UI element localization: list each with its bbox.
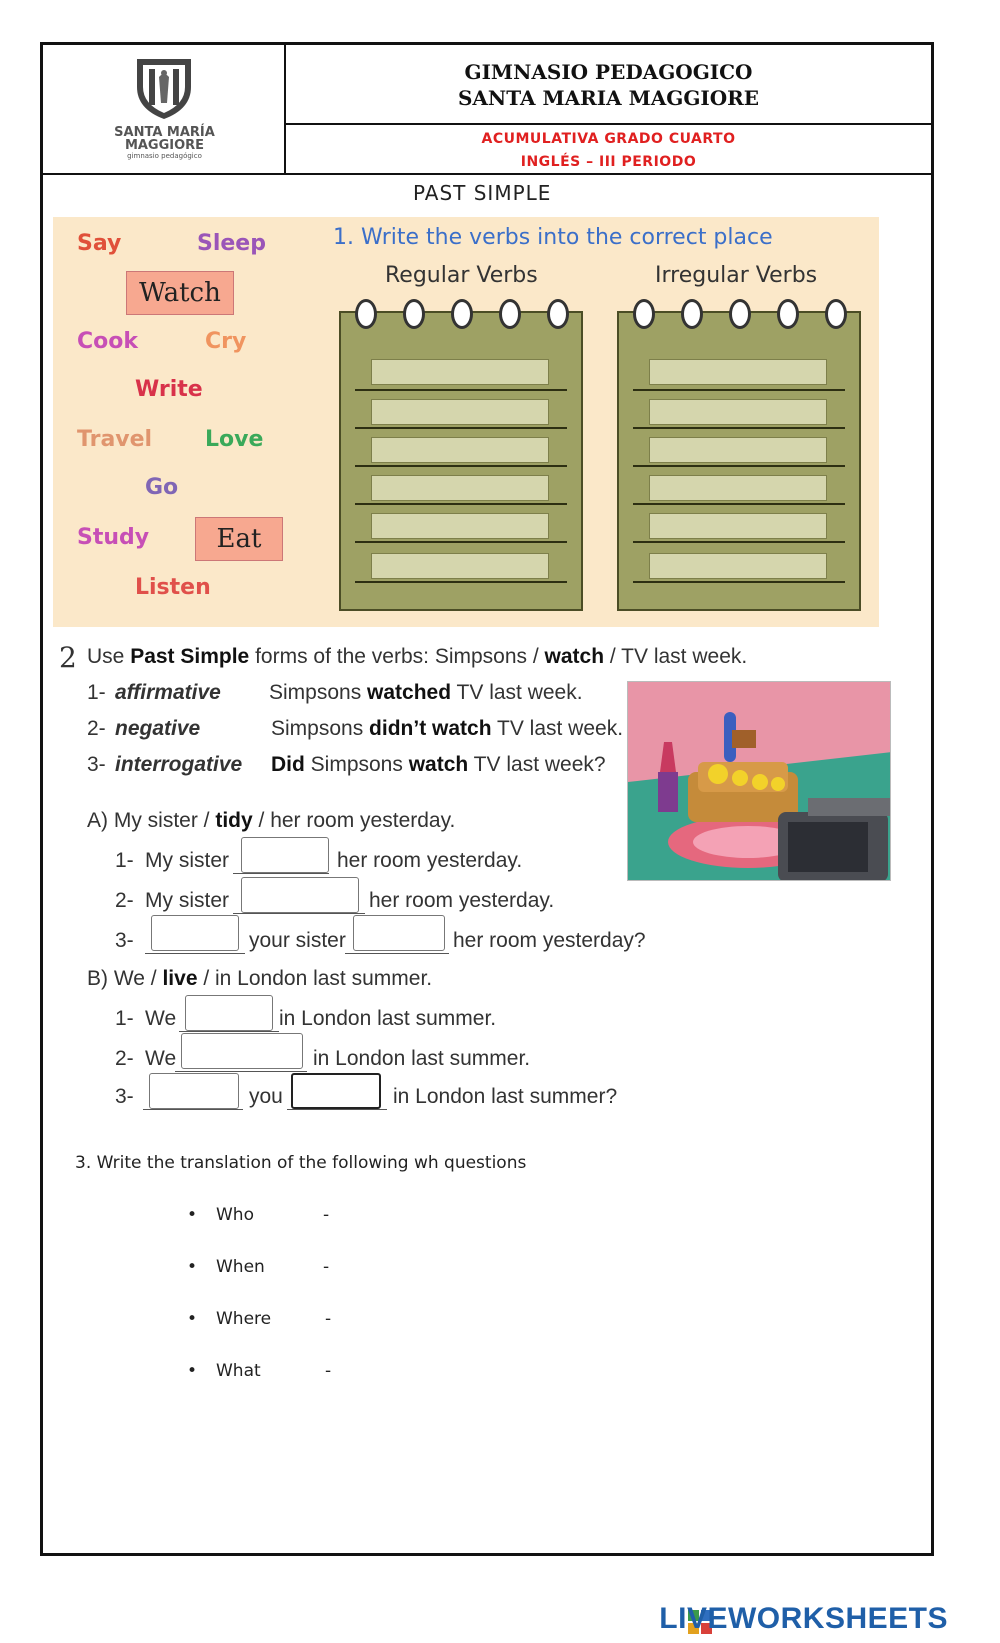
- wh-dash: -: [323, 1205, 330, 1225]
- part-b-line2-post: in London last summer.: [313, 1047, 531, 1070]
- example-affirmative-sentence: Simpsons watched TV last week.: [269, 681, 583, 704]
- ring-icon: [403, 299, 425, 329]
- part-a-line3-mid: your sister: [249, 929, 346, 952]
- part-b-line3-post: in London last summer?: [393, 1085, 618, 1108]
- exercise-1-panel: [53, 217, 879, 627]
- part-a-line2-pre: My sister: [145, 889, 229, 912]
- school-logo-area: [43, 45, 286, 175]
- bullet-icon: •: [187, 1205, 198, 1225]
- example-interrogative-sentence: Did Simpsons watch TV last week?: [271, 753, 606, 776]
- wh-word-what: What: [216, 1361, 261, 1381]
- exam-info-line1: ACUMULATIVA GRADO CUARTO: [481, 131, 736, 147]
- ring-icon: [825, 299, 847, 329]
- example-affirmative-num: 1-: [87, 681, 106, 704]
- part-b-line2-answer-input[interactable]: [181, 1033, 303, 1069]
- wh-word-who: Who: [216, 1205, 254, 1225]
- irregular-drop-slot[interactable]: [649, 475, 827, 501]
- ring-icon: [777, 299, 799, 329]
- ring-icon: [633, 299, 655, 329]
- answer-underline: [175, 1071, 307, 1072]
- example-interrogative-label: interrogative: [115, 753, 243, 776]
- verb-write[interactable]: Write: [135, 377, 203, 402]
- verb-eat[interactable]: Eat: [195, 517, 283, 561]
- exercise-3-instruction: 3. Write the translation of the following wh questions: [75, 1153, 527, 1173]
- example-interrogative-num: 3-: [87, 753, 106, 776]
- exercise-2-instruction: Use Past Simple forms of the verbs: Simpsons / watch / TV last week.: [87, 645, 748, 668]
- ring-icon: [729, 299, 751, 329]
- logo-text-3: gimnasio pedagógico: [127, 152, 202, 160]
- notepad-line: [633, 541, 845, 543]
- bullet-icon: •: [187, 1257, 198, 1277]
- irregular-drop-slot[interactable]: [649, 359, 827, 385]
- part-a-line2-answer-input[interactable]: [241, 877, 359, 913]
- simpsons-tv-image: [627, 681, 891, 881]
- notepad-line: [633, 389, 845, 391]
- wh-word-where: Where: [216, 1309, 272, 1329]
- verb-watch[interactable]: Watch: [126, 271, 234, 315]
- part-b-line2-pre: We: [145, 1047, 177, 1070]
- answer-underline: [345, 953, 449, 954]
- irregular-drop-slot[interactable]: [649, 553, 827, 579]
- verb-cry[interactable]: Cry: [205, 329, 247, 354]
- verb-go[interactable]: Go: [145, 475, 179, 500]
- example-negative-label: negative: [115, 717, 201, 740]
- wh-dash: -: [325, 1309, 332, 1329]
- notepad-line: [355, 581, 567, 583]
- part-a-line3-num: 3-: [115, 929, 134, 952]
- page-title: PAST SIMPLE: [413, 181, 552, 205]
- answer-underline: [179, 1031, 279, 1032]
- irregular-verbs-title: Irregular Verbs: [655, 263, 818, 288]
- notepad-line: [633, 465, 845, 467]
- answer-underline: [233, 873, 329, 874]
- part-b-line3-answer-input-1[interactable]: [149, 1073, 239, 1109]
- regular-verbs-notepad: [339, 311, 583, 611]
- part-b-line3-mid: you: [249, 1085, 283, 1108]
- notepad-line: [355, 389, 567, 391]
- regular-drop-slot[interactable]: [371, 359, 549, 385]
- answer-underline: [145, 953, 245, 954]
- school-name-line1: GIMNASIO PEDAGOGICO: [464, 60, 753, 84]
- part-b-line3-answer-input-2[interactable]: [291, 1073, 381, 1109]
- ring-icon: [681, 299, 703, 329]
- verb-love[interactable]: Love: [205, 427, 264, 452]
- part-b-line1-answer-input[interactable]: [185, 995, 273, 1031]
- part-a-line3-answer-input-2[interactable]: [353, 915, 445, 951]
- irregular-drop-slot[interactable]: [649, 399, 827, 425]
- verb-study[interactable]: Study: [77, 525, 150, 550]
- regular-drop-slot[interactable]: [371, 437, 549, 463]
- ring-icon: [355, 299, 377, 329]
- logo-text-2: MAGGIORE: [124, 138, 205, 153]
- part-a-line1-num: 1-: [115, 849, 134, 872]
- part-a-line1-post: her room yesterday.: [337, 849, 523, 872]
- part-b-line1-num: 1-: [115, 1007, 134, 1030]
- answer-underline: [287, 1109, 387, 1110]
- example-negative-sentence: Simpsons didn’t watch TV last week.: [271, 717, 624, 740]
- part-a-line1-answer-input[interactable]: [241, 837, 329, 873]
- exam-info-line2: INGLÉS – III PERIODO: [520, 154, 697, 170]
- liveworksheets-watermark: LIVEWORKSHEETS: [659, 1602, 948, 1635]
- simpsons-family-illustration: [628, 682, 891, 881]
- school-name-line2: SANTA MARIA MAGGIORE: [457, 86, 760, 110]
- regular-drop-slot[interactable]: [371, 513, 549, 539]
- worksheet: [40, 42, 934, 1556]
- regular-drop-slot[interactable]: [371, 475, 549, 501]
- notepad-line: [355, 465, 567, 467]
- part-a-line1-pre: My sister: [145, 849, 229, 872]
- school-name: [286, 45, 931, 125]
- irregular-drop-slot[interactable]: [649, 513, 827, 539]
- verb-cook[interactable]: Cook: [77, 329, 139, 354]
- exam-info: [286, 125, 931, 175]
- irregular-verbs-notepad: [617, 311, 861, 611]
- regular-drop-slot[interactable]: [371, 553, 549, 579]
- part-a-line2-num: 2-: [115, 889, 134, 912]
- answer-underline: [233, 913, 365, 914]
- part-a-line3-post: her room yesterday?: [453, 929, 646, 952]
- verb-sleep[interactable]: Sleep: [197, 231, 266, 256]
- part-a-line3-answer-input-1[interactable]: [151, 915, 239, 951]
- logo-text-1: SANTA MARÍA: [114, 125, 215, 140]
- example-negative-num: 2-: [87, 717, 106, 740]
- notepad-line: [355, 427, 567, 429]
- wh-dash: -: [323, 1257, 330, 1277]
- exercise-1-instruction: 1. Write the verbs into the correct place: [333, 225, 773, 250]
- verb-say[interactable]: Say: [77, 231, 122, 256]
- notepad-line: [355, 503, 567, 505]
- regular-verbs-title: Regular Verbs: [385, 263, 538, 288]
- verb-listen[interactable]: Listen: [135, 575, 211, 600]
- irregular-drop-slot[interactable]: [649, 437, 827, 463]
- notepad-line: [355, 541, 567, 543]
- ring-icon: [451, 299, 473, 329]
- bullet-icon: •: [187, 1361, 198, 1381]
- verb-travel[interactable]: Travel: [77, 427, 153, 452]
- wh-word-when: When: [216, 1257, 265, 1277]
- part-b-prompt: B) We / live / in London last summer.: [87, 967, 433, 990]
- part-a-line2-post: her room yesterday.: [369, 889, 555, 912]
- notepad-line: [633, 503, 845, 505]
- regular-drop-slot[interactable]: [371, 399, 549, 425]
- notepad-line: [633, 581, 845, 583]
- part-b-line2-num: 2-: [115, 1047, 134, 1070]
- exercise-2-number: 2: [59, 641, 77, 674]
- bullet-icon: •: [187, 1309, 198, 1329]
- part-b-line1-pre: We: [145, 1007, 177, 1030]
- part-a-prompt: A) My sister / tidy / her room yesterday.: [87, 809, 456, 832]
- part-b-line1-post: in London last summer.: [279, 1007, 497, 1030]
- wh-dash: -: [325, 1361, 332, 1381]
- ring-icon: [547, 299, 569, 329]
- example-affirmative-label: affirmative: [115, 681, 221, 704]
- ring-icon: [499, 299, 521, 329]
- notepad-line: [633, 427, 845, 429]
- answer-underline: [143, 1109, 243, 1110]
- shield-logo-icon: [129, 53, 199, 123]
- part-b-line3-num: 3-: [115, 1085, 134, 1108]
